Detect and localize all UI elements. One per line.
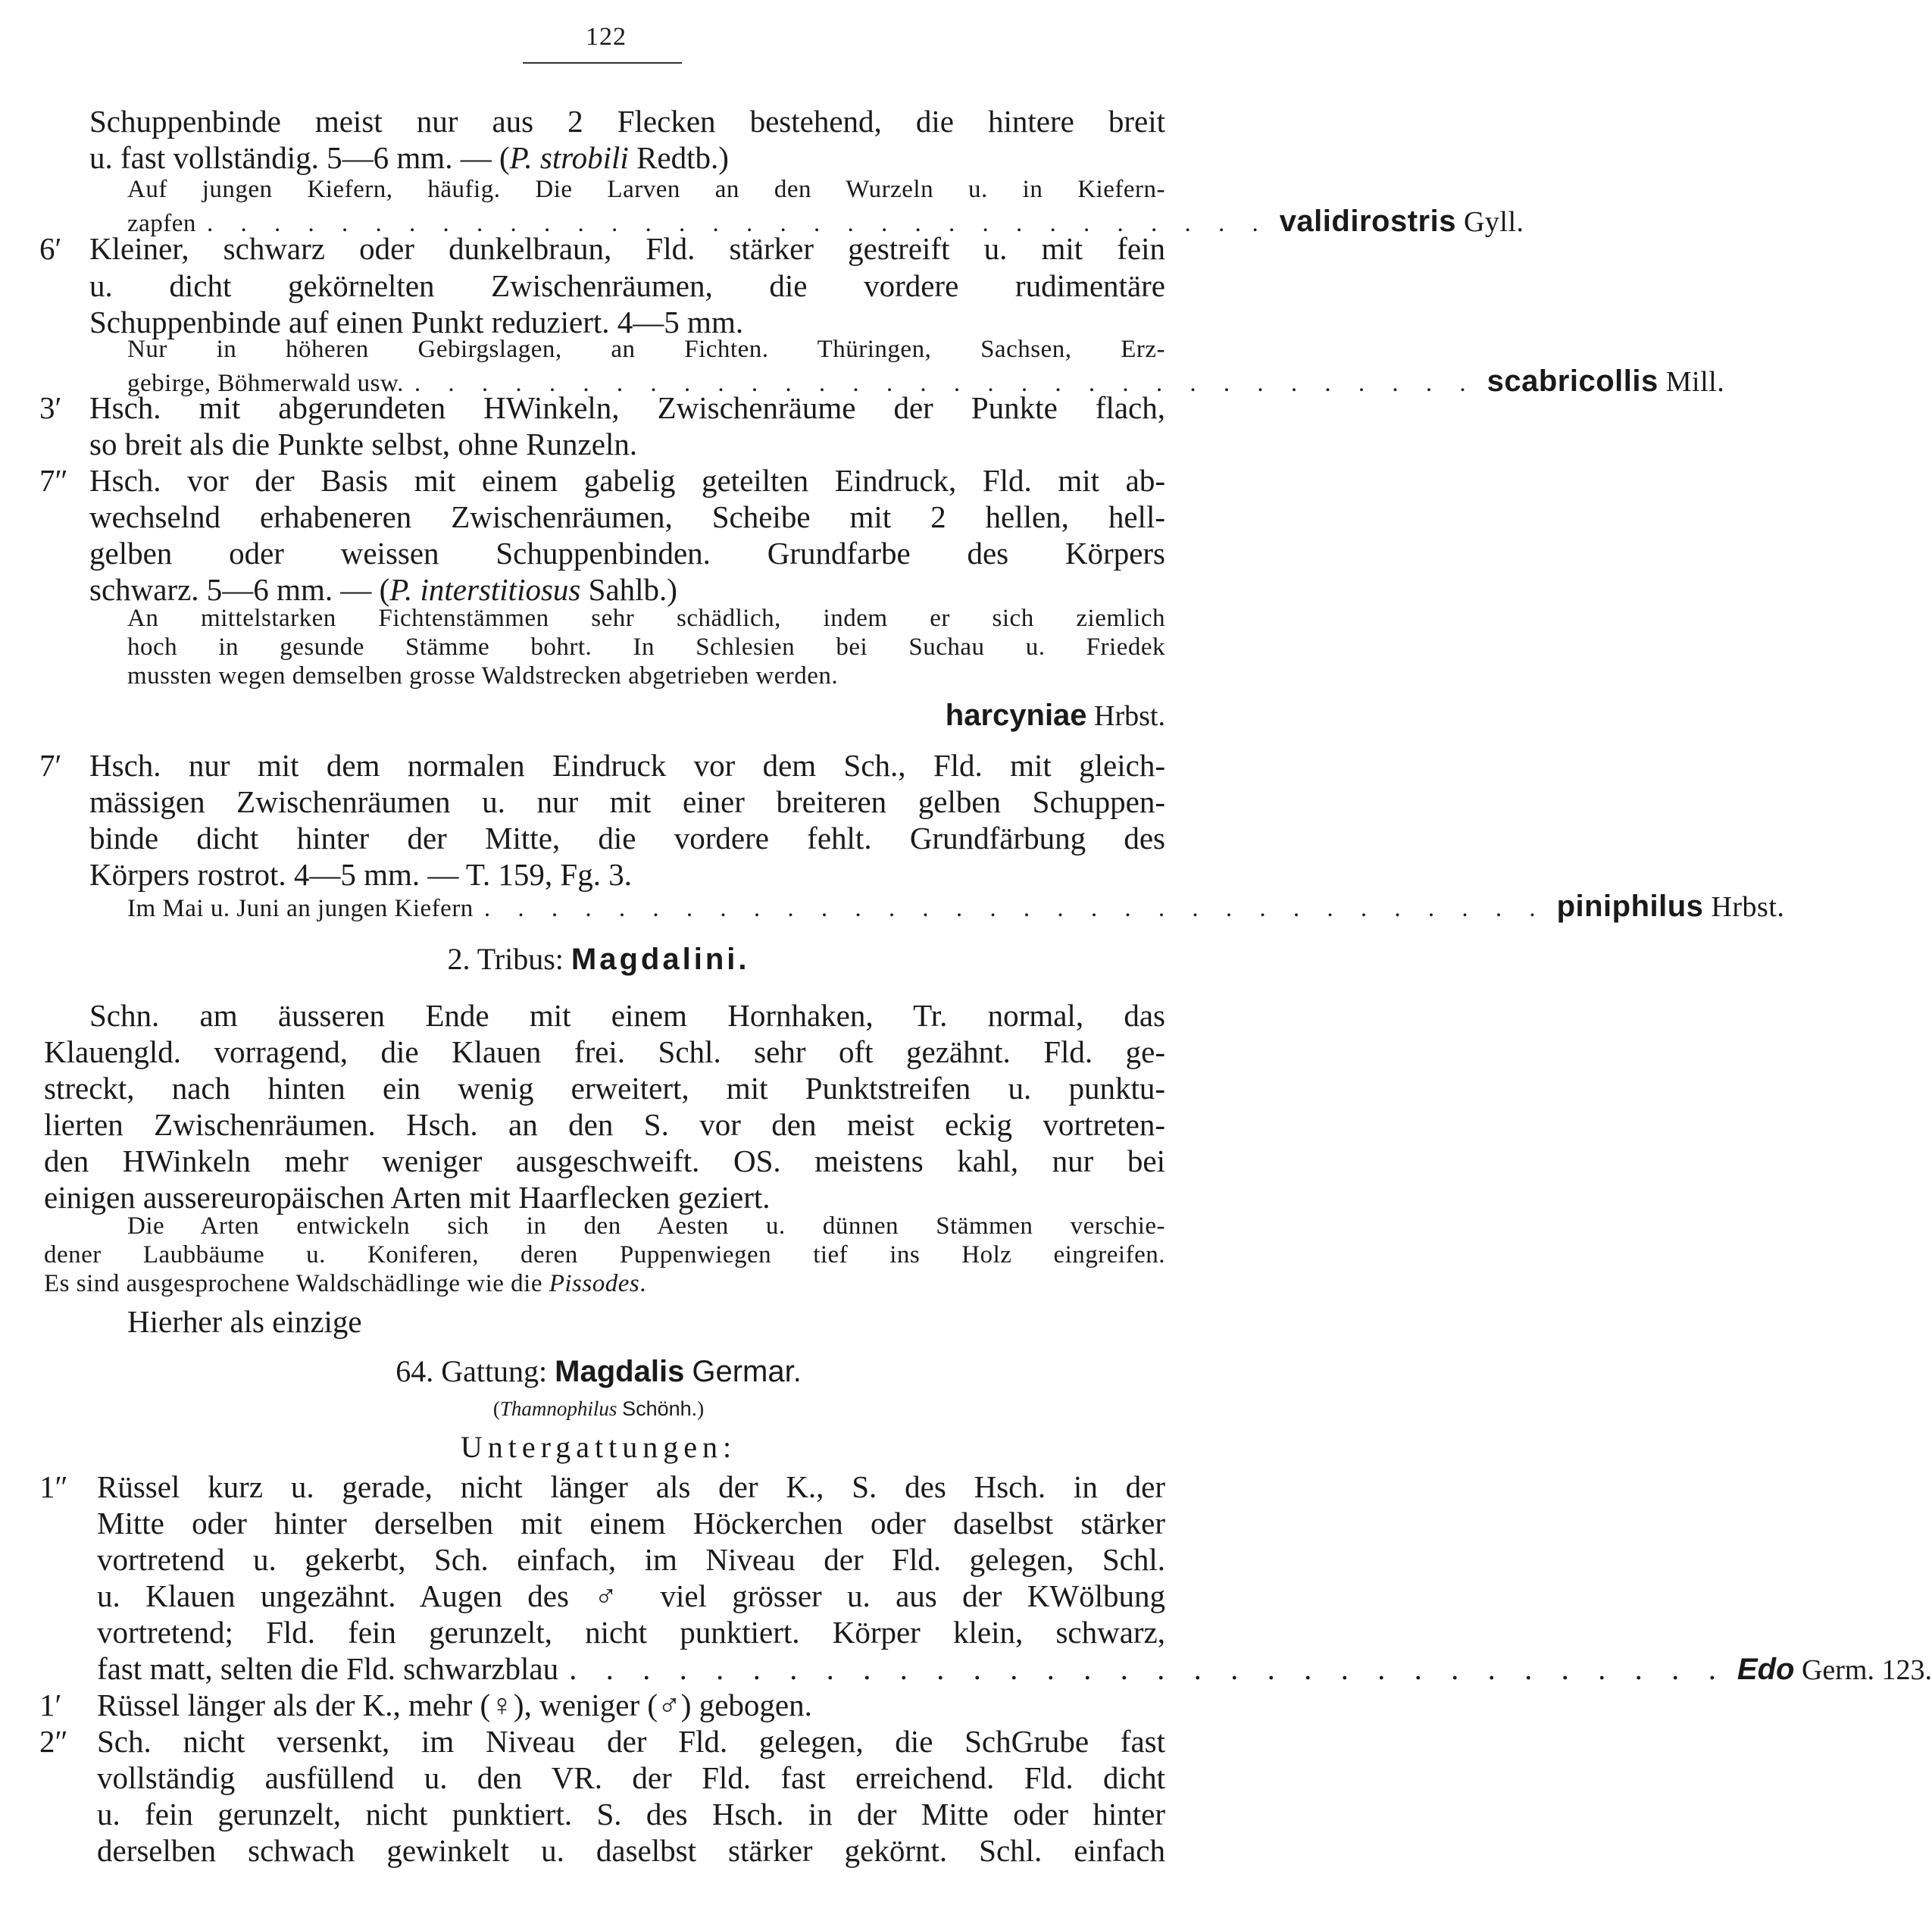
text-line: gelben oder weissen Schuppenbinden. Grundfarbe des Körpers: [89, 536, 1165, 571]
text-line: Es sind ausgesprochene Waldschädlinge wie die Pissodes.: [44, 1270, 646, 1297]
text-line: u. dicht gekörnelten Zwischenräumen, die vordere rudimentäre: [89, 268, 1165, 303]
text-line: den HWinkeln mehr weniger ausgeschweift. OS. meistens kahl, nur bei: [44, 1143, 1165, 1178]
species-entry-line: [127, 890, 1785, 923]
tribus-name: Magdalini.: [571, 943, 750, 976]
text-line: mussten wegen demselben grosse Waldstrecken abgetrieben werden.: [127, 662, 839, 690]
species-name: harcyniae: [945, 699, 1087, 732]
text-line: Schuppenbinde auf einen Punkt reduziert. 4—5 mm.: [89, 305, 744, 339]
species-author: Gyll.: [1455, 206, 1524, 238]
text-line: vollständig ausfüllend u. den VR. der Fld. fast erreichend. Fld. dicht: [97, 1760, 1165, 1795]
text-line: Klauengld. vorragend, die Klauen frei. Schl. sehr oft gezähnt. Fld. ge-: [44, 1034, 1165, 1069]
couplet-number: 2″: [39, 1724, 68, 1759]
species-entry-line: [682, 700, 1165, 730]
synonym-author: Schönh.: [622, 1397, 698, 1420]
tribus-heading: [0, 944, 1197, 974]
text-line: vortretend u. gekerbt, Sch. einfach, im Niveau der Fld. gelegen, Schl.: [97, 1542, 1165, 1577]
text-line: u. fein gerunzelt, nicht punktiert. S. des Hsch. in der Mitte oder hinter: [97, 1797, 1165, 1832]
species-author: Hrbst.: [1086, 700, 1165, 732]
text-line: Nur in höheren Gebirgslagen, an Fichten. Thüringen, Sachsen, Erz-: [127, 336, 1165, 363]
text-line: Hsch. vor der Basis mit einem gabelig geteilten Eindruck, Fld. mit ab-: [89, 463, 1165, 498]
text-line: so breit als die Punkte selbst, ohne Runzeln.: [89, 427, 638, 461]
text-line: Hsch. mit abgerundeten HWinkeln, Zwischenräume der Punkte flach,: [89, 390, 1165, 425]
text-line: wechselnd erhabeneren Zwischenräumen, Scheibe mit 2 hellen, hell-: [89, 499, 1165, 534]
text-line: dener Laubbäume u. Koniferen, deren Puppenwiegen tief ins Holz eingreifen.: [44, 1241, 1165, 1269]
gattung-author: Germar.: [692, 1355, 802, 1388]
species-name: scabricollis: [1487, 364, 1658, 398]
text-line: An mittelstarken Fichtenstämmen sehr schädlich, indem er sich ziemlich: [127, 605, 1165, 632]
text-line: vortretend; Fld. fein gerunzelt, nicht punktiert. Körper klein, schwarz,: [97, 1615, 1165, 1650]
synonym-genus: Thamnophilus: [499, 1397, 617, 1420]
text-line: Schuppenbinde meist nur aus 2 Flecken bestehend, die hintere breit: [89, 104, 1165, 139]
couplet-number: 6′: [39, 231, 62, 266]
text-line: derselben schwach gewinkelt u. daselbst stärker gekörnt. Schl. einfach: [97, 1833, 1165, 1868]
text-line: lierten Zwischenräumen. Hsch. an den S. vor den meist eckig vortreten-: [44, 1107, 1165, 1142]
text-line: Schn. am äusseren Ende mit einem Hornhaken, Tr. normal, das: [89, 998, 1165, 1033]
text-line: streckt, nach hinten ein wenig erweitert, mit Punktstreifen u. punktu-: [44, 1071, 1165, 1106]
species-entry-line: [127, 364, 1725, 398]
leader-dots: . . . . . . . . . . . . . . . . . . . . . . . . . . . . . . . .: [414, 370, 1477, 397]
entry-text: Im Mai u. Juni an jungen Kiefern: [127, 895, 474, 922]
text-line: schwarz. 5—6 mm. — (P. interstitiosus Sahlb.): [89, 572, 677, 607]
leader-dots: . . . . . . . . . . . . . . . . . . . . . . . . . . . . . . . .: [206, 210, 1269, 237]
untergattungen-heading: Untergattungen:: [460, 1430, 737, 1464]
gattung-name: Magdalis: [555, 1355, 685, 1388]
page-number: 122: [586, 23, 627, 51]
text-line: Hierher als einzige: [127, 1304, 362, 1339]
text-line: Körpers rostrot. 4—5 mm. — T. 159, Fg. 3.: [89, 857, 632, 892]
couplet-number: 1″: [39, 1469, 68, 1504]
couplet-number: 3′: [39, 390, 62, 425]
text-line: binde dicht hinter der Mitte, die vordere fehlt. Grundfärbung des: [89, 821, 1165, 856]
species-entry-line: [127, 205, 1524, 238]
tribus-prefix: 2. Tribus:: [447, 942, 564, 976]
species-name: piniphilus: [1556, 890, 1704, 923]
text-line: Sch. nicht versenkt, im Niveau der Fld. gelegen, die SchGrube fast: [97, 1724, 1165, 1759]
text-line: Auf jungen Kiefern, häufig. Die Larven an den Wurzeln u. in Kiefern-: [127, 176, 1165, 203]
species-name: validirostris: [1279, 205, 1456, 238]
species-entry-line: [97, 1651, 1932, 1686]
text-line: Kleiner, schwarz oder dunkelbraun, Fld. stärker gestreift u. mit fein: [89, 231, 1165, 266]
gattung-prefix: 64. Gattung:: [395, 1354, 548, 1388]
gattung-heading: [0, 1356, 1197, 1387]
entry-text: fast matt, selten die Fld. schwarzblau: [97, 1651, 559, 1686]
text-line: einigen aussereuropäischen Arten mit Haarflecken geziert.: [44, 1180, 771, 1215]
species-author: Germ. 123.: [1794, 1654, 1932, 1686]
couplet-number: 7″: [39, 463, 68, 498]
text-line: u. Klauen ungezähnt. Augen des ♂ viel grösser u. aus der KWölbung: [97, 1578, 1165, 1613]
leader-dots: . . . . . . . . . . . . . . . . . . . . . . . . . . . . . . . .: [483, 895, 1546, 922]
text-line: Hsch. nur mit dem normalen Eindruck vor dem Sch., Fld. mit gleich-: [89, 748, 1165, 783]
species-author: Hrbst.: [1703, 891, 1785, 923]
species-name: Edo: [1737, 1653, 1795, 1686]
gattung-synonym: (Thamnophilus Schönh.): [492, 1397, 705, 1420]
couplet-number: 7′: [39, 748, 62, 783]
species-author: Mill.: [1658, 366, 1725, 398]
text-line: Rüssel länger als der K., mehr (♀), weniger (♂) gebogen.: [97, 1688, 812, 1722]
text-line: hoch in gesunde Stämme bohrt. In Schlesien bei Suchau u. Friedek: [127, 633, 1165, 661]
entry-text: zapfen: [127, 210, 196, 237]
page-number-rule: [523, 62, 682, 64]
text-line: Die Arten entwickeln sich in den Aesten u. dünnen Stämmen verschie-: [127, 1212, 1165, 1240]
entry-text: gebirge, Böhmerwald usw.: [127, 370, 404, 397]
text-line: Mitte oder hinter derselben mit einem Höckerchen oder daselbst stärker: [97, 1506, 1165, 1541]
text-line: u. fast vollständig. 5—6 mm. — (P. strobili Redtb.): [89, 140, 729, 175]
text-line: mässigen Zwischenräumen u. nur mit einer breiteren gelben Schuppen-: [89, 784, 1165, 819]
text-line: Rüssel kurz u. gerade, nicht länger als der K., S. des Hsch. in der: [97, 1469, 1165, 1504]
leader-dots: . . . . . . . . . . . . . . . . . . . . . . . . . . . . . . . .: [569, 1651, 1727, 1686]
couplet-number: 1′: [39, 1688, 62, 1722]
